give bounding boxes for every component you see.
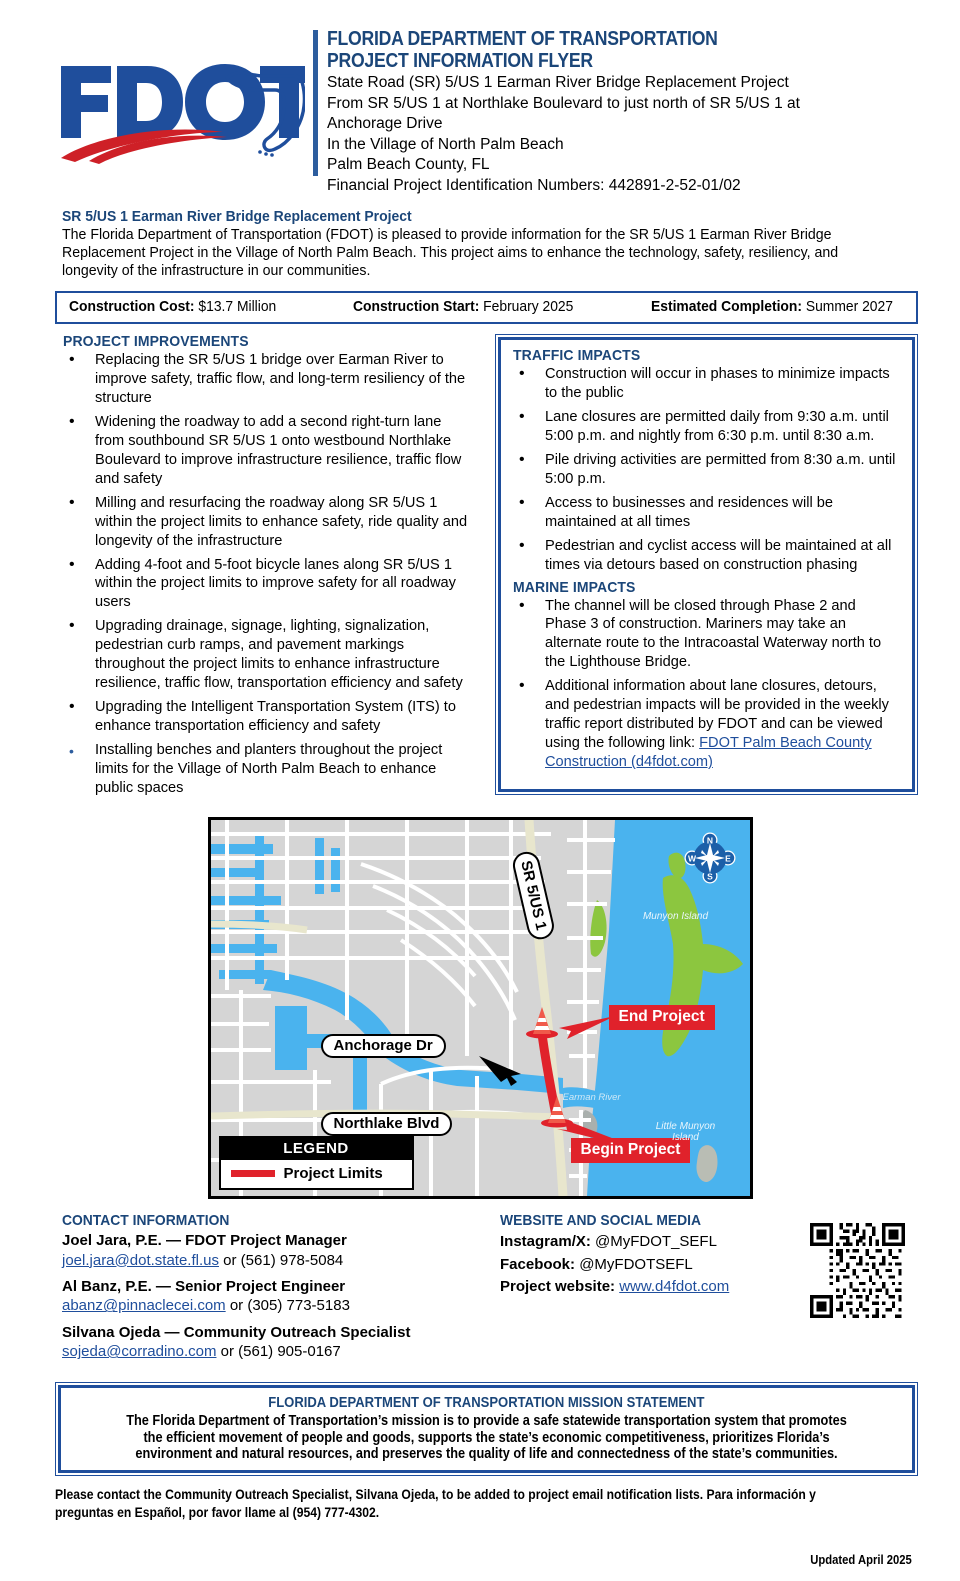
social-website: [500, 1276, 810, 1299]
map-badge-end-project: End Project: [609, 1005, 715, 1030]
project-improvements-list: [63, 351, 473, 798]
header-accent-bar: [313, 30, 318, 176]
qr-code-icon[interactable]: [810, 1223, 905, 1318]
list-item: • Adding 4-foot and 5-foot bicycle lanes along SR 5/US 1 within the project limits to improve safety for all roadway users: [63, 556, 473, 613]
map-badge-begin-project: Begin Project: [571, 1138, 691, 1163]
map-label-anchorage-dr: Anchorage Dr: [321, 1034, 446, 1058]
fact-construction-start: [353, 299, 573, 315]
fact-estimated-completion: [651, 299, 893, 315]
map-label-little-munyon-island: Little Munyon Island: [655, 1121, 716, 1143]
header-sub-line2: From SR 5/US 1 at Northlake Boulevard to just north of SR 5/US 1 at: [327, 94, 800, 112]
list-item: • Upgrading drainage, signage, lighting, signalization, pedestrian curb ramps, and pavement markings throughout the project limits to enhance infrastructure resilience, traffic flow, transportation efficiency and safety: [63, 617, 473, 693]
list-item: • Lane closures are permitted daily from 9:30 a.m. until 5:00 p.m. and nightly from 6:30 p.m. until 8:30 a.m.: [513, 408, 900, 446]
instagram-handle: @MyFDOT_SEFL: [595, 1233, 717, 1251]
marine-item2-text: Additional information about lane closures, detours, and pedestrian impacts will be provided in the weekly traffic report distributed by FDOT and can be viewed using the following link:: [545, 678, 889, 752]
intro-title: SR 5/US 1 Earman River Bridge Replacement Project: [62, 208, 412, 226]
header-sub-line4: In the Village of North Palm Beach: [327, 135, 564, 153]
header-sub-line6: Financial Project Identification Numbers: 442891-2-52-01/02: [327, 176, 741, 194]
header-title-line1: FLORIDA DEPARTMENT OF TRANSPORTATION: [327, 27, 718, 50]
list-item: • The channel will be closed through Phase 2 and Phase 3 of construction. Mariners may take an alternate route to the Intracoastal Waterway north to the Lighthouse Bridge.: [513, 597, 900, 673]
svg-text:E: E: [724, 853, 731, 864]
footer-note: Please contact the Community Outreach Specialist, Silvana Ojeda, to be added to project email notification lists. Para información y preguntas en Español, por favor llame al (954) 777-4302.: [55, 1487, 816, 1520]
list-item: [513, 677, 900, 772]
legend-label-project-limits: Project Limits: [283, 1165, 383, 1183]
website-label: Project website:: [500, 1278, 616, 1296]
social-facebook: [500, 1254, 810, 1277]
legend-title: LEGEND: [221, 1138, 412, 1160]
project-facts-bar: [55, 291, 918, 324]
svg-text:N: N: [706, 835, 713, 846]
map-label-northlake-blvd: Northlake Blvd: [321, 1112, 453, 1136]
contact-separator: or: [218, 1251, 241, 1269]
svg-text:W: W: [687, 853, 696, 864]
fact-construction-cost: [69, 299, 276, 315]
intro-section: [0, 194, 960, 280]
impacts-column-inner: [498, 337, 915, 792]
map-legend: [219, 1136, 414, 1190]
contact-separator: or: [216, 1343, 239, 1361]
list-item: • Widening the roadway to add a second right-turn lane from southbound SR 5/US 1 onto westbound Northlake Boulevard to improve infrastructure resilience, traffic flow and safety: [63, 413, 473, 489]
contact-information: [62, 1213, 492, 1368]
traffic-impacts-list: [513, 365, 900, 575]
project-website-link[interactable]: www.d4fdot.com: [619, 1278, 730, 1296]
fdot-logo-icon: [55, 40, 305, 165]
fdot-logo: [55, 22, 305, 165]
content-columns: [0, 324, 960, 803]
project-improvements-column: [55, 334, 485, 803]
list-item: • Upgrading the Intelligent Transportation System (ITS) to enhance transportation efficiency and safety: [63, 698, 473, 736]
facebook-label: Facebook:: [500, 1255, 576, 1273]
d4fdot-construction-link[interactable]: FDOT Palm Beach County Construction (d4fdot.com): [545, 735, 872, 771]
header-sub-line5: Palm Beach County, FL: [327, 156, 490, 174]
fact-completion-value: Summer 2027: [806, 298, 894, 315]
list-item: • Construction will occur in phases to minimize impacts to the public: [513, 365, 900, 403]
header: [0, 0, 960, 194]
contact-name: Al Banz, P.E. — Senior Project Engineer: [62, 1277, 346, 1295]
contact-phone: (561) 978-5084: [240, 1251, 344, 1269]
instagram-label: Instagram/X:: [500, 1233, 591, 1251]
mission-body: The Florida Department of Transportation’s mission is to provide a safe statewide transportation system that promotes the efficient movement of people and goods, supports the state’s economic competitiveness, prioritizes Florida’s environment and natural resources, and preserves the quality of life and connectedness of the state’s communities.: [126, 1413, 847, 1462]
mission-statement-inner: [58, 1385, 915, 1473]
contact-social-row: [0, 1199, 960, 1368]
fact-start-label: Construction Start:: [353, 298, 480, 315]
list-item: • Installing benches and planters throughout the project limits for the Village of North Palm Beach to enhance public spaces: [63, 741, 473, 798]
marine-impacts-list: [513, 597, 900, 773]
fact-cost-label: Construction Cost:: [69, 298, 195, 315]
fact-cost-value: $13.7 Million: [198, 298, 277, 315]
contact-phone: (561) 905-0167: [238, 1343, 341, 1361]
list-item: • Pedestrian and cyclist access will be maintained at all times via detours based on construction phasing: [513, 537, 900, 575]
updated-date: Updated April 2025: [810, 1553, 912, 1567]
contact-line: [62, 1342, 492, 1362]
contact-separator: or: [225, 1297, 248, 1315]
qr-code-wrap: [810, 1213, 920, 1318]
header-title-line2: PROJECT INFORMATION FLYER: [327, 48, 593, 72]
project-map: [208, 817, 753, 1199]
header-sub-line3: Anchorage Drive: [327, 115, 443, 133]
website-social-media: [492, 1213, 810, 1299]
list-item: • Milling and resurfacing the roadway along SR 5/US 1 within the project limits to enhance safety, ride quality and longevity of the infrastructure: [63, 494, 473, 551]
mission-statement-box: [55, 1382, 918, 1476]
legend-swatch-project-limits: [231, 1170, 275, 1177]
svg-text:S: S: [706, 871, 713, 882]
contact-name: Silvana Ojeda — Community Outreach Specialist: [62, 1323, 411, 1341]
contact-name: Joel Jara, P.E. — FDOT Project Manager: [62, 1232, 347, 1250]
list-item: • Pile driving activities are permitted from 8:30 a.m. until 5:00 p.m.: [513, 451, 900, 489]
map-shield-sr5-us1: SR 5/US 1: [510, 849, 556, 942]
project-improvements-heading: PROJECT IMPROVEMENTS: [63, 333, 249, 350]
contact-line: [62, 1296, 492, 1316]
header-text-block: [305, 22, 920, 194]
list-item: • Access to businesses and residences will be maintained at all times: [513, 494, 900, 532]
contact-email-link[interactable]: sojeda@corradino.com: [62, 1343, 217, 1361]
contact-heading: CONTACT INFORMATION: [62, 1213, 230, 1230]
contact-email-link[interactable]: abanz@pinnaclecei.com: [62, 1297, 226, 1315]
impacts-column: [495, 334, 918, 795]
contact-email-link[interactable]: joel.jara@dot.state.fl.us: [62, 1251, 219, 1269]
facebook-handle: @MyFDOTSEFL: [579, 1255, 693, 1273]
contact-phone: (305) 773-5183: [247, 1297, 350, 1315]
intro-body: The Florida Department of Transportation (FDOT) is pleased to provide information for the SR 5/US 1 Earman River Bridge Replacement Project in the Village of North Palm Beach. This project aims to enhance the technology, safety, resiliency, and longevity of the infrastructure in our communities.: [62, 227, 839, 280]
list-item: • Replacing the SR 5/US 1 bridge over Earman River to improve safety, traffic flow, and long-term resiliency of the structure: [63, 351, 473, 408]
fact-start-value: February 2025: [483, 298, 574, 315]
marine-impacts-heading: MARINE IMPACTS: [513, 579, 636, 596]
contact-line: [62, 1251, 492, 1271]
legend-row: [221, 1160, 412, 1188]
compass-rose-icon: [680, 828, 740, 888]
fact-completion-label: Estimated Completion:: [651, 298, 803, 315]
project-map-wrap: [0, 817, 960, 1199]
header-sub-line1: State Road (SR) 5/US 1 Earman River Bridge Replacement Project: [327, 74, 789, 92]
mission-title: FLORIDA DEPARTMENT OF TRANSPORTATION MISSION STATEMENT: [268, 1395, 705, 1412]
map-label-munyon-island: Munyon Island: [642, 911, 709, 923]
traffic-impacts-heading: TRAFFIC IMPACTS: [513, 347, 641, 364]
map-label-earman-river: Earman River: [562, 1092, 621, 1104]
social-instagram: [500, 1231, 810, 1254]
social-heading: WEBSITE AND SOCIAL MEDIA: [500, 1213, 702, 1230]
